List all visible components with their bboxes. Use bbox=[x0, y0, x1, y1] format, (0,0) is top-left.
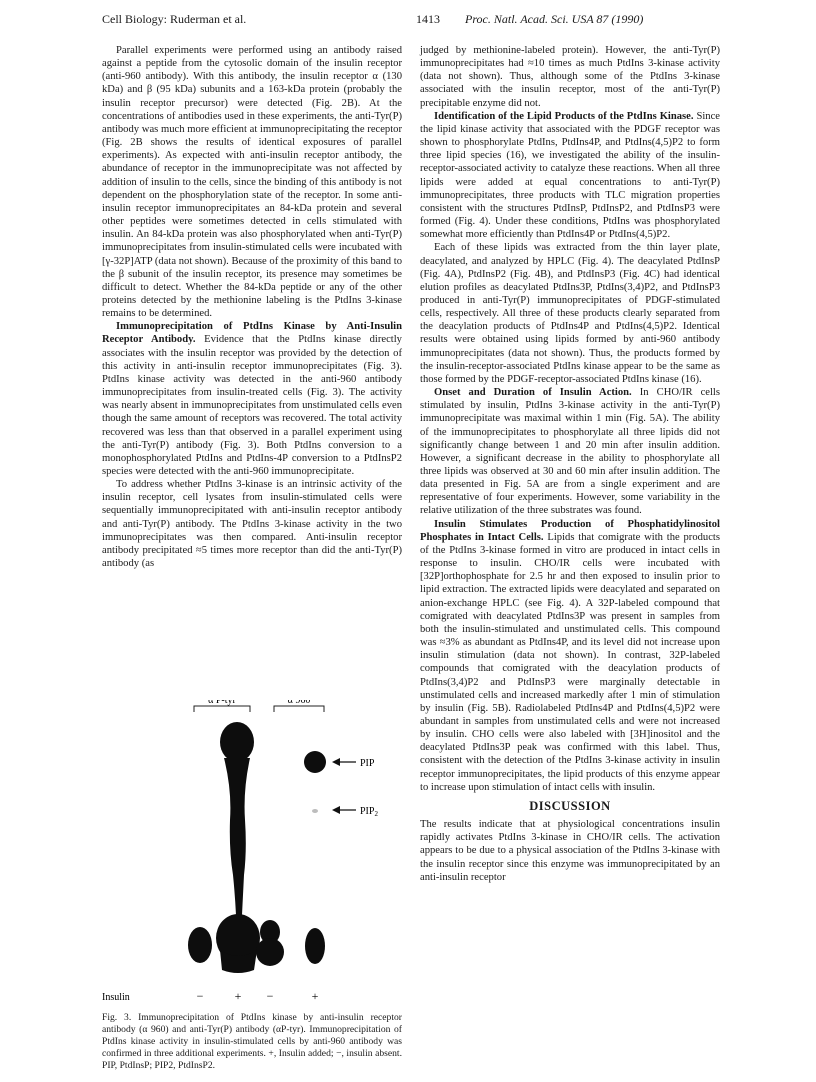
paragraph: The results indicate that at physiological concentrations insulin rapidly activates PtdIns 3-kinase in CHO/IR cells. The activation appears to be due to a physical association of the PtdIns 3-kinase with the insulin receptor since this enzyme was immunoprecipitated by an anti-insulin receptor bbox=[420, 819, 720, 883]
paragraph-body: In CHO/IR cells stimulated by insulin, PtdIns 3-kinase activity in the anti-Tyr(P) immunoprecipitate was maximal within 1 min (Fig. 5A). The ability of the immunoprecipitates to phosphorylate all three lipids did not significantly change between 1 and 20 min after insulin addition. However, a significant decrease in the ability to phosphorylate all three lipids was observed at 30 and 60 min after insulin addition. The data presented in Fig. 5A are from a single experiment and are representative of four experiments. However, some variability in the relative utilization of the three substrates was found. bbox=[420, 387, 721, 517]
lane-label: − bbox=[196, 989, 204, 1003]
journal-citation: Proc. Natl. Acad. Sci. USA 87 (1990) bbox=[465, 12, 644, 26]
paragraph bbox=[102, 320, 402, 478]
spot-pip-a960-plus bbox=[304, 751, 326, 773]
paragraph bbox=[420, 386, 720, 518]
spot-origin-aptyr-minus bbox=[188, 927, 212, 963]
spot-origin-a960-minus bbox=[256, 938, 284, 966]
group-label-aptyr: α P-tyr bbox=[208, 700, 236, 706]
streak-aptyr-plus bbox=[224, 758, 250, 915]
spot-origin-a960-plus bbox=[305, 928, 325, 964]
paragraph: To address whether PtdIns 3-kinase is an intrinsic activity of the insulin receptor, cell lysates from insulin-stimulated cells were sequentially immunoprecipitated with anti-insulin receptor antibody and anti-Tyr(P) antibody. The PtdIns 3-kinase activity in the two immunoprecipitates was then compared. Anti-insulin receptor antibody precipitated ≈5 times more receptor than did the anti-Tyr(P) antibody (as bbox=[102, 479, 402, 570]
lane-label: − bbox=[266, 989, 274, 1003]
section-heading: Immunoprecipitation of PtdIns Kinase by Anti-Insulin Receptor Antibody. bbox=[102, 321, 402, 346]
paragraph-body: Since the lipid kinase activity that associated with the PDGF receptor was shown to phosphorylate PtdIns, PtdIns4P, and PtdIns(4,5)P2 to form three lipid species (16), we investigated the ability of the insulin-receptor-associated activity to catalyze these reactions. When all three lipids were added at equal concentrations to anti-Tyr(P) immunoprecipitates, three products with TLC migration properties consistent with the structures PtdInsP, PtdInsP2, and PtdInsP3 were formed (Fig. 4). Under these conditions, PtdIns was phosphorylated somewhat more efficiently than PtdIns4P or PtdIns(4,5)P2. bbox=[420, 110, 721, 241]
section-heading: Onset and Duration of Insulin Action. bbox=[434, 387, 632, 399]
paragraph bbox=[420, 110, 720, 242]
left-column bbox=[102, 44, 402, 570]
right-column bbox=[420, 44, 720, 884]
paragraph-body: Evidence that the PtdIns kinase directly associates with the insulin receptor was provided by the detection of this activity in anti-insulin receptor immunoprecipitates (Fig. 3). PtdIns kinase activity was detected in the anti-960 antibody immunoprecipitates from insulin-treated cells (Fig. 3). The activity was nearly absent in immunoprecipitates from unstimulated cells even though the same amount of receptors was recovered. The total activity recovered was less than that observed in a parallel experiment using the anti-Tyr(P) antibody (Fig. 3). Both PtdIns conversion to a monophosphorylated PtdIns and PtdIns-4P conversion to a PtdInsP2 species were detected with the anti-960 immunoprecipitate. bbox=[102, 334, 402, 477]
paragraph-body: Lipids that comigrate with the products of the PtdIns 3-kinase formed in vitro are produced in intact cells in response to insulin. CHO/IR cells were incubated with [32P]orthophosphate for 2.5 hr and then exposed to insulin prior to lipid extraction. The extracted lipids were deacylated and separated on anion-exchange HPLC (see Fig. 4). A 32P-labeled compound that comigrated with deacylated PtdIns3P was present in samples from both the insulin-stimulated and unstimulated cells. This compound was ≈3% as abundant as PtdIns4P, and its level did not increase upon insulin stimulation (data not shown). In contrast, 32P-labeled compounds that comigrated with the deacylation products of PtdIns(3,4)P2 and PtdInsP3 were marginally detectable in unstimulated cells and increased markedly after 1 min of stimulation by insulin (Fig. 5B). Radiolabeled PtdIns4P and PtdIns(4,5)P2 were abundant in samples from unstimulated cells and were not increased by insulin. CHO cells were also labeled with [3H]inositol and the deacylated PtdIns3P peak was confirmed with this label. Thus, consistent with the detection of the PtdIns 3-kinase activity in insulin receptor immunoprecipitates, the lipid products of this enzyme appear to increase upon stimulation of intact cells with insulin. bbox=[420, 531, 720, 793]
spot-pip2-a960-plus bbox=[312, 809, 318, 813]
lane-label: + bbox=[234, 989, 242, 1003]
section-heading: Identification of the Lipid Products of the PtdIns Kinase. bbox=[434, 110, 694, 122]
page-header bbox=[0, 12, 816, 34]
group-label-a960: α 960 bbox=[287, 700, 311, 706]
label-pip2: $PIP_2$ bbox=[360, 806, 378, 818]
label-pip: PIP bbox=[360, 758, 375, 769]
tlc-plate bbox=[102, 700, 402, 1010]
row-label-insulin: Insulin bbox=[102, 992, 130, 1003]
figure-caption: Fig. 3. Immunoprecipitation of PtdIns kinase by anti-insulin receptor antibody (α 960) and anti-Tyr(P) antibody (αP-tyr). Immunoprecipitation of PtdIns kinase activity in insulin-stimulated cells by anti-960 antibody was confirmed in three additional experiments. +, Insulin added; −, insulin absent. PIP, PtdInsP; PIP2, PtdInsP2. bbox=[102, 1012, 402, 1071]
running-head-left: Cell Biology: Ruderman et al. bbox=[102, 12, 247, 26]
paragraph: judged by methionine-labeled protein). However, the anti-Tyr(P) immunoprecipitates had ≈10 times as much PtdIns 3-kinase activity (data not shown). Thus, although some of the PtdIns 3-kinase associated with the insulin receptor, most of the anti-Tyr(P) precipitable enzyme did not. bbox=[420, 45, 720, 109]
discussion-heading: DISCUSSION bbox=[529, 798, 611, 813]
paragraph: Parallel experiments were performed using an antibody raised against a peptide from the cytosolic domain of the insulin receptor (anti-960 antibody). With this antibody, the insulin receptor α (130 kDa) and β (95 kDa) subunits and a 163-kDa protein (probably the insulin receptor precursor) were detected (Fig. 2B). At the concentrations of antibodies used in these experiments, the anti-Tyr(P) antibody was much more efficient at immunoprecipitating the receptor (Fig. 2B shows the results of identical exposures of parallel experiments). As expected with anti-insulin receptor antibody, the abundance of receptor in the immunoprecipitate was not affected by addition of insulin to the cells, since the binding of this antibody is not dependent on the phosphorylation state of the receptor. In some anti-insulin receptor immunoprecipitates an 84-kDa protein and several other peptides were sometimes detected in cells stimulated with insulin. An 84-kDa protein was also phosphorylated when anti-Tyr(P) immunoprecipitates from insulin-stimulated cells were incubated with [γ-32P]ATP (data not shown). Because of the proximity of this band to the β subunit of the insulin receptor, its presence may sometimes be difficult to detect. Whether the 84-kDa peptide or any of the other proteins detected by the methionine labeling is the PtdIns 3-kinase remains to be determined. bbox=[102, 45, 402, 320]
paragraph bbox=[420, 518, 720, 794]
lane-label: + bbox=[311, 989, 319, 1003]
section-heading: Insulin Stimulates Production of Phosphatidylinositol Phosphates in Intact Cells. bbox=[420, 518, 720, 543]
spot-pip-aptyr-plus bbox=[220, 722, 254, 762]
paragraph: Each of these lipids was extracted from the thin layer plate, deacylated, and analyzed by HPLC (Fig. 4). The deacylated PtdInsP (Fig. 4A), PtdInsP2 (Fig. 4B), and PtdInsP3 (Fig. 4C) had identical elution profiles as deacylated PtdIns3P, PtdIns(3,4)P2, and PtdInsP3 produced in anti-Tyr(P) immunoprecipitates of PDGF-stimulated cells, respectively. All three of these products clearly separated from the deacylation products of PtdIns4P and PtdIns(4,5)P2. Identical results were obtained using lipids formed by anti-960 antibody immunoprecipitates (data not shown). Thus, the products formed by the insulin-receptor-associated PtdIns kinase appear to be the same as those formed by the PDGF-receptor-associated PtdIns kinase (16). bbox=[420, 242, 720, 385]
page-number: 1413 bbox=[416, 12, 440, 26]
figure-3-autoradiograph bbox=[102, 700, 402, 1010]
